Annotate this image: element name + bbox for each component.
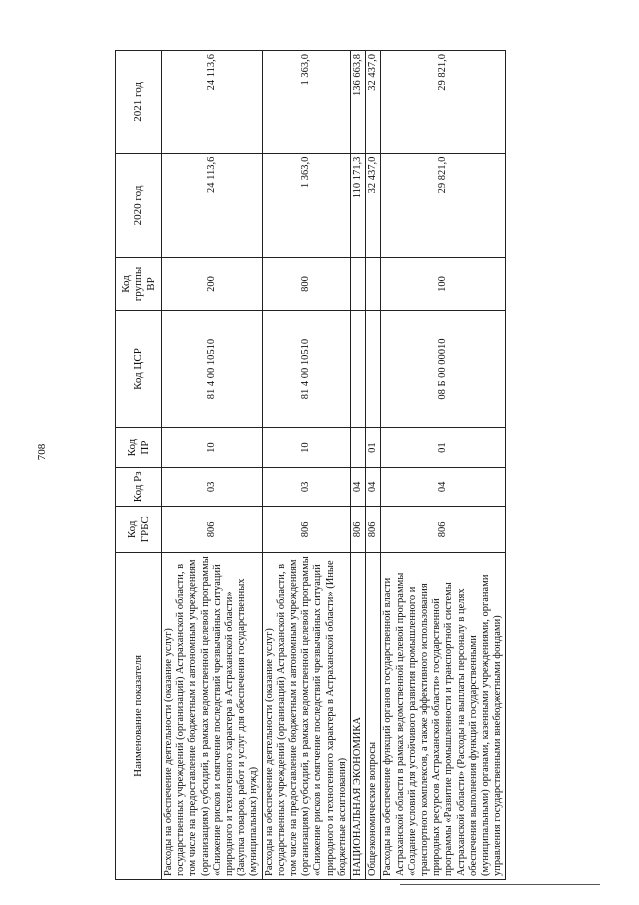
row-2021: 24 113,6 xyxy=(162,51,263,154)
row-rz: 04 xyxy=(381,467,506,506)
table-row xyxy=(366,51,381,880)
row-2021: 1 363,0 xyxy=(262,51,350,154)
row-pr: 10 xyxy=(262,428,350,467)
page-bottom-rule xyxy=(400,884,600,885)
row-vr: 800 xyxy=(262,258,350,310)
row-vr: 200 xyxy=(162,258,263,310)
table-header-row xyxy=(116,51,162,880)
rotated-table-sheet xyxy=(115,50,504,880)
row-rz: 03 xyxy=(162,467,263,506)
header-2020: 2020 год xyxy=(116,153,162,258)
header-csr: Код ЦСР xyxy=(116,310,162,428)
table-row xyxy=(262,51,350,880)
row-2021: 136 663,8 xyxy=(351,51,366,154)
header-grbs: Код ГРБС xyxy=(116,506,162,552)
header-vr: Код группы ВР xyxy=(116,258,162,310)
row-name: Расходы на обеспечение деятельности (оказание услуг) государственных учреждений (организаций) Астраханской области, в том числе на предоставление бюджетным и автономным учреждениям (организациям) субсидий, в рамках ведомственной целевой программы «Снижение рисков и смягчение последствий чрезвычайных ситуаций природного и техногенного характера в Астраханской области» (Закупка товаров, работ и услуг для обеспечения государственных (муниципальных) нужд) xyxy=(162,552,263,879)
row-rz: 04 xyxy=(351,467,366,506)
row-name: НАЦИОНАЛЬНАЯ ЭКОНОМИКА xyxy=(351,552,366,879)
row-vr: 100 xyxy=(381,258,506,310)
page-number: 708 xyxy=(36,443,48,461)
table-row xyxy=(351,51,366,880)
header-2021: 2021 год xyxy=(116,51,162,154)
row-pr: 10 xyxy=(162,428,263,467)
row-2020: 1 363,0 xyxy=(262,153,350,258)
row-csr: 81 4 00 10510 xyxy=(262,310,350,428)
row-grbs: 806 xyxy=(162,506,263,552)
row-2020: 29 821,0 xyxy=(381,153,506,258)
row-name: Общеэкономические вопросы xyxy=(366,552,381,879)
row-grbs: 806 xyxy=(262,506,350,552)
row-csr xyxy=(366,310,381,428)
row-csr xyxy=(351,310,366,428)
page-number-strip xyxy=(8,0,48,905)
row-vr xyxy=(366,258,381,310)
row-pr xyxy=(351,428,366,467)
row-vr xyxy=(351,258,366,310)
row-rz: 03 xyxy=(262,467,350,506)
budget-table xyxy=(115,50,506,880)
row-grbs: 806 xyxy=(381,506,506,552)
row-grbs: 806 xyxy=(351,506,366,552)
row-name: Расходы на обеспечение функций органов государственной власти Астраханской области в рамках ведомственной целевой программы «Создание условий для устойчивого развития промышленного и транспортного комплексов, а также эффективного использования природных ресурсов Астраханской области» государственной программы «Развитие промышленности и транспортной системы Астраханской области» (Расходы на выплаты персоналу в целях обеспечения выполнения функций государственными (муниципальными) органами, казенными учреждениями, органами управления государственными внебюджетными фондами) xyxy=(381,552,506,879)
header-pr: Код ПР xyxy=(116,428,162,467)
row-csr: 81 4 00 10510 xyxy=(162,310,263,428)
row-2021: 29 821,0 xyxy=(381,51,506,154)
header-rz: Код Рз xyxy=(116,467,162,506)
row-csr: 08 Б 00 00010 xyxy=(381,310,506,428)
table-row xyxy=(381,51,506,880)
row-pr: 01 xyxy=(366,428,381,467)
table-row xyxy=(162,51,263,880)
row-2020: 32 437,0 xyxy=(366,153,381,258)
header-name: Наименование показателя xyxy=(116,552,162,879)
row-rz: 04 xyxy=(366,467,381,506)
row-2020: 24 113,6 xyxy=(162,153,263,258)
row-name: Расходы на обеспечение деятельности (оказание услуг) государственных учреждений (организаций) Астраханской области, в том числе на предоставление бюджетным и автономным учреждениям (организациям) субсидий, в рамках ведомственной целевой программы «Снижение рисков и смягчение последствий чрезвычайных ситуаций природного и техногенного характера в Астраханской области» (Иные бюджетные ассигнования) xyxy=(262,552,350,879)
row-2020: 110 171,3 xyxy=(351,153,366,258)
row-2021: 32 437,0 xyxy=(366,51,381,154)
row-grbs: 806 xyxy=(366,506,381,552)
row-pr: 01 xyxy=(381,428,506,467)
